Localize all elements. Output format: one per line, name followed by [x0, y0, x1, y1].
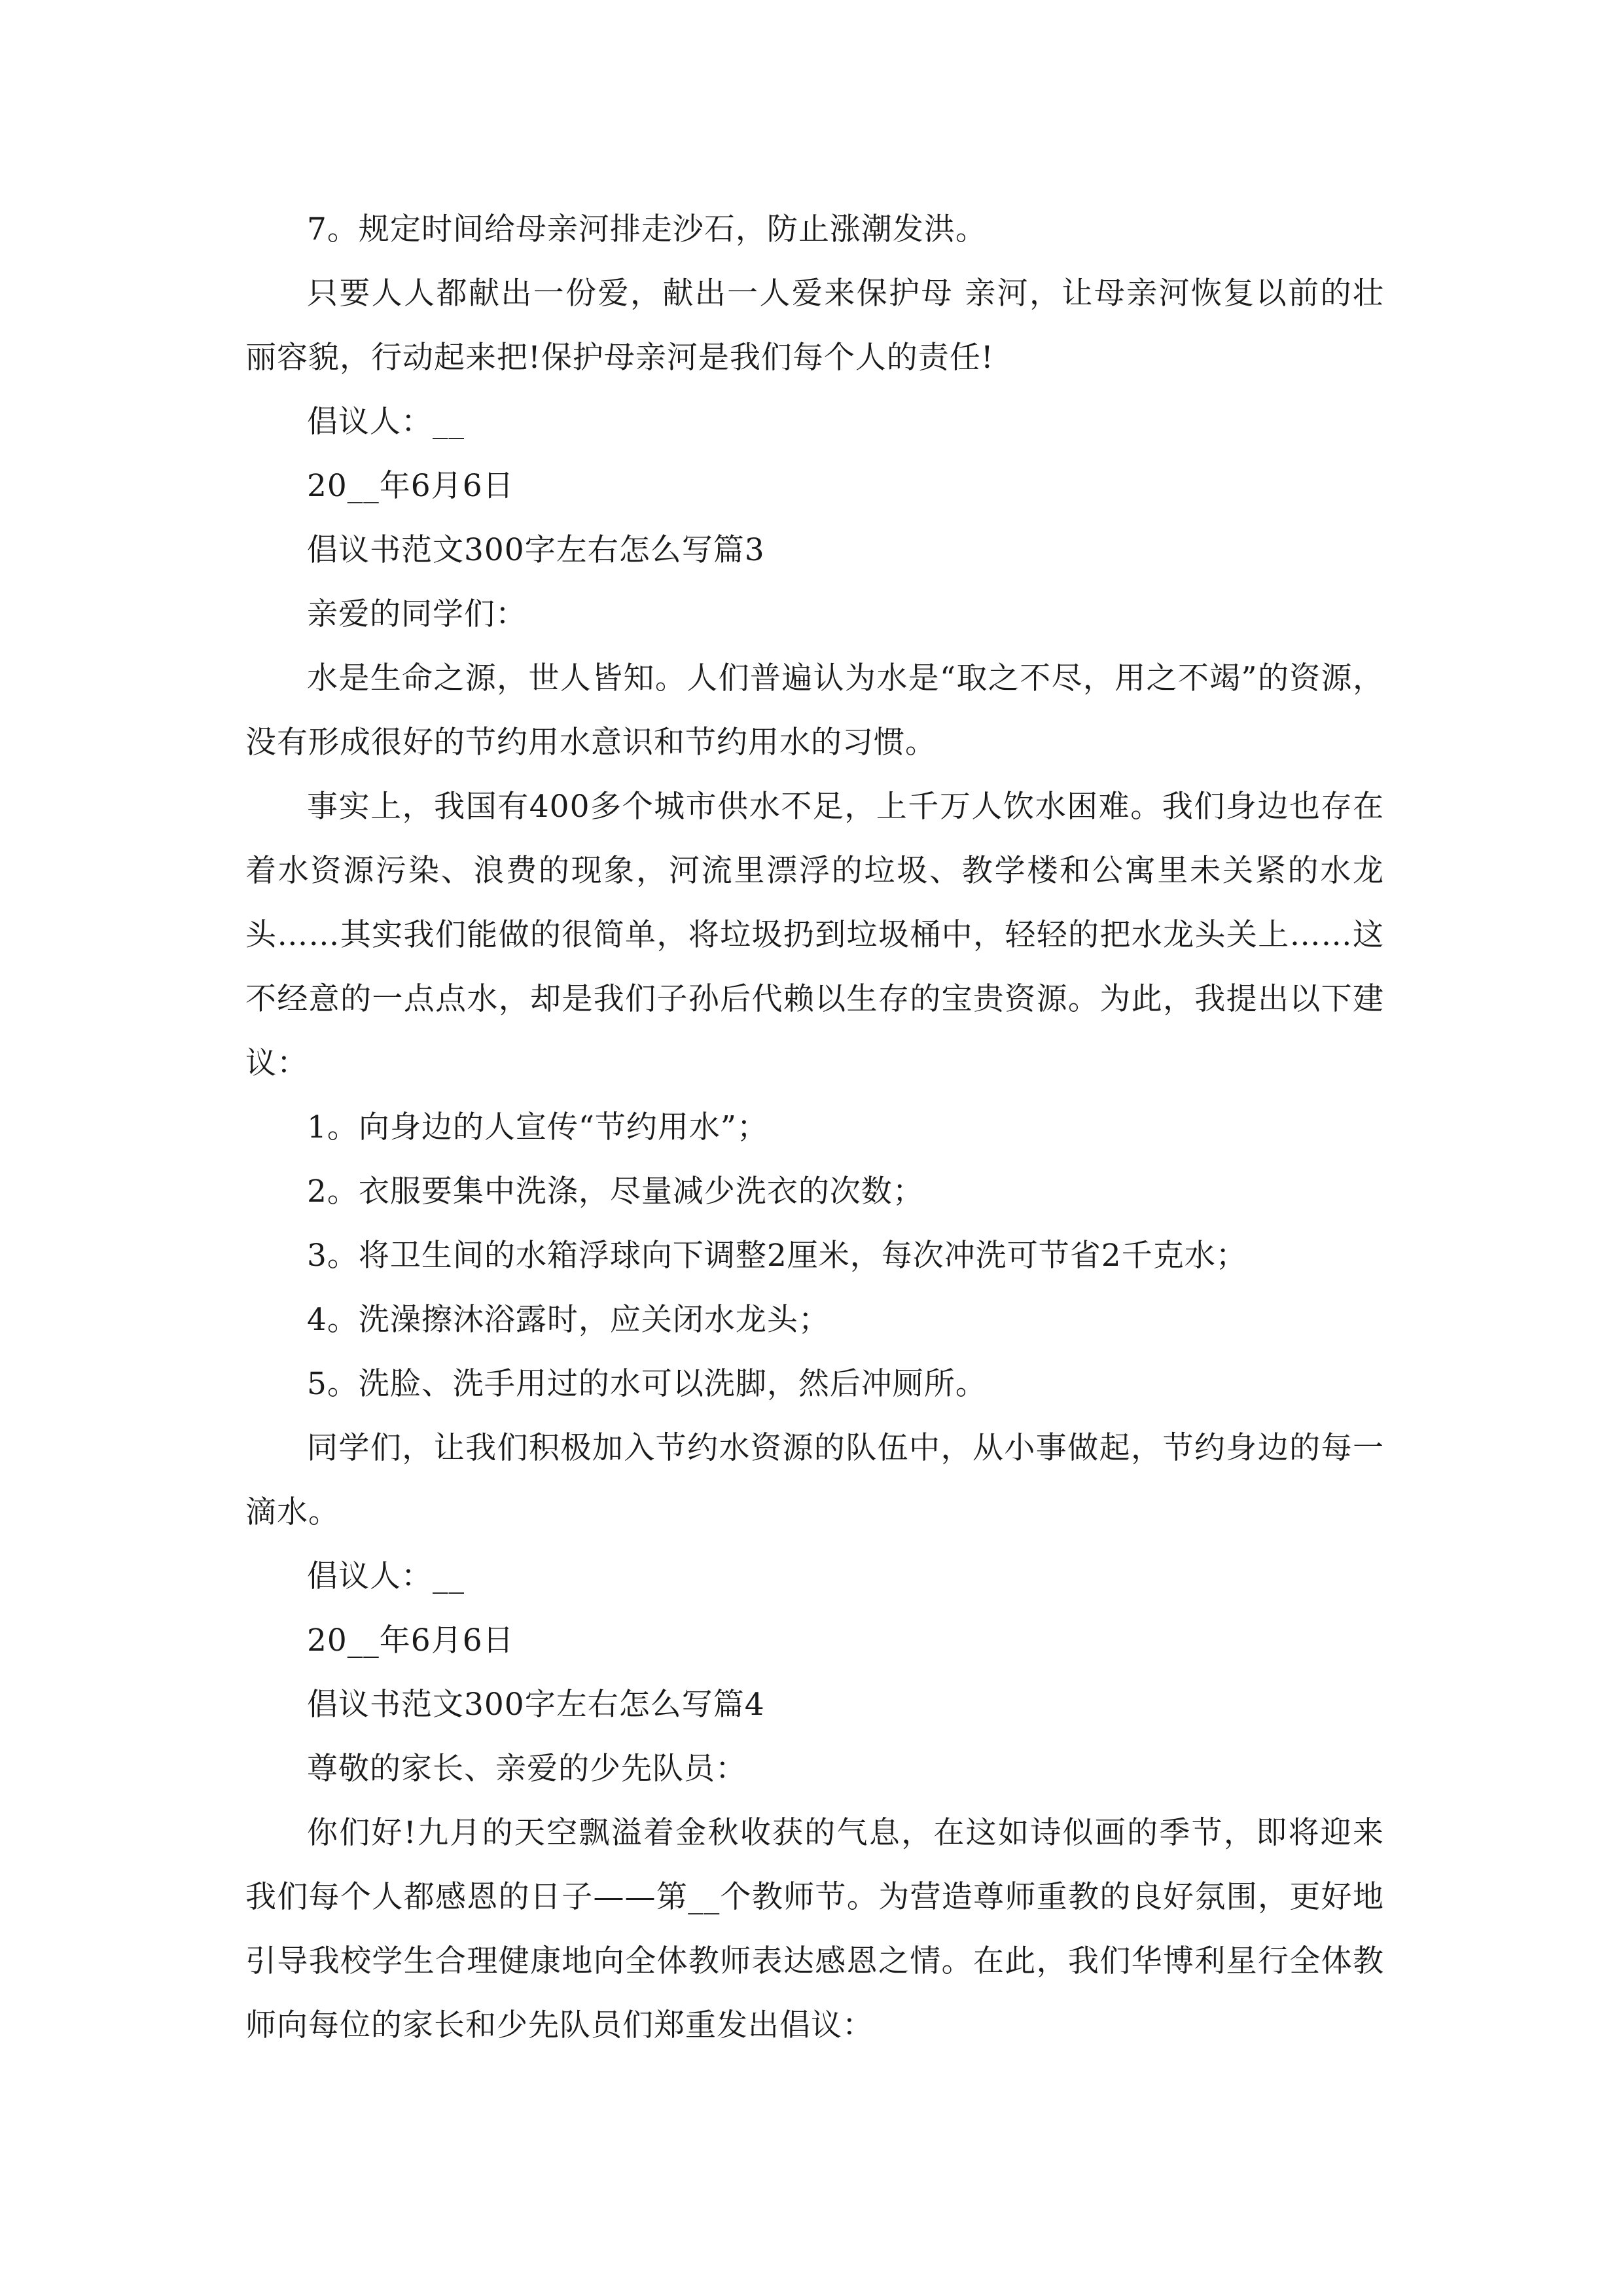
date-line: 20__年6月6日 [307, 1623, 514, 1659]
list-item: 1。向身边的人宣传“节约用水”； [307, 1109, 768, 1145]
list-item: 2。衣服要集中洗涤，尽量减少洗衣的次数； [307, 1174, 924, 1210]
paragraph: 只要人人都献出一份爱，献出一人爱来保护母 亲河，让母亲河恢复以前的壮丽容貌，行动起来把!保护母亲河是我们每个人的责任! [245, 276, 1384, 376]
document-body [245, 198, 1384, 2058]
salutation: 尊敬的家长、亲爱的少先队员： [307, 1751, 747, 1787]
paragraph: 你们好!九月的天空飘溢着金秋收获的气息，在这如诗似画的季节，即将迎来我们每个人都感恩的日子——第__个教师节。为营造尊师重教的良好氛围，更好地引导我校学生合理健康地向全体教师表达感恩之情。在此，我们华博利星行全体教师向每位的家长和少先队员们郑重发出倡议： [245, 1815, 1384, 2043]
paragraph: 7。规定时间给母亲河排走沙石，防止涨潮发洪。 [307, 211, 987, 247]
signature-line: 倡议人：__ [307, 1558, 465, 1594]
paragraph: 同学们，让我们积极加入节约水资源的队伍中，从小事做起，节约身边的每一滴水。 [245, 1430, 1384, 1530]
section-heading: 倡议书范文300字左右怎么写篇4 [307, 1687, 765, 1723]
date-line: 20__年6月6日 [307, 468, 514, 504]
signature-line: 倡议人：__ [307, 404, 465, 440]
list-item: 3。将卫生间的水箱浮球向下调整2厘米，每次冲洗可节省2千克水； [307, 1238, 1247, 1274]
list-item: 4。洗澡擦沐浴露时，应关闭水龙头； [307, 1302, 830, 1338]
section-heading: 倡议书范文300字左右怎么写篇3 [307, 532, 765, 568]
list-item: 5。洗脸、洗手用过的水可以洗脚，然后冲厕所。 [307, 1366, 987, 1402]
paragraph: 水是生命之源，世人皆知。人们普遍认为水是“取之不尽，用之不竭”的资源，没有形成很好的节约用水意识和节约用水的习惯。 [245, 660, 1384, 761]
salutation: 亲爱的同学们： [307, 596, 527, 632]
paragraph: 事实上，我国有400多个城市供水不足，上千万人饮水困难。我们身边也存在着水资源污染、浪费的现象，河流里漂浮的垃圾、教学楼和公寓里未关紧的水龙头……其实我们能做的很简单，将垃圾扔到垃圾桶中，轻轻的把水龙头关上……这不经意的一点点水，却是我们子孙后代赖以生存的宝贵资源。为此，我提出以下建议： [245, 789, 1384, 1081]
